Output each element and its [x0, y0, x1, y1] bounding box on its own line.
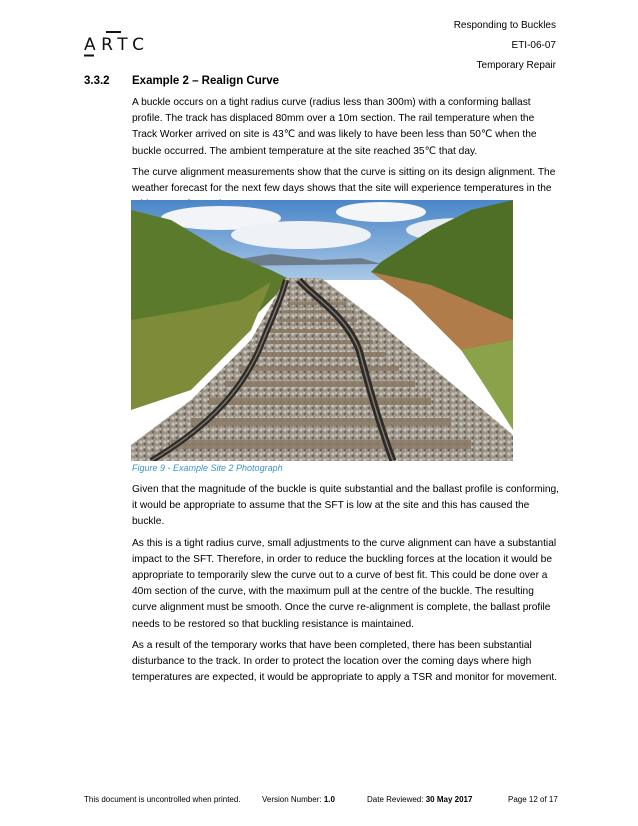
paragraph: As a result of the temporary works that have been completed, there has been substantial disturbance to the track. In order to protect the location over the coming days where high temperatures are expected, it would be appropriate to apply a TSR and monitor for movement.: [132, 639, 558, 684]
paragraph: The curve alignment measurements show that the curve is sitting on its design alignment. The weather forecast for the next few days shows that the site will experience temperatures in the: [132, 166, 556, 195]
footer-note: This document is uncontrolled when printed.: [84, 795, 241, 804]
site-photograph: [131, 200, 513, 461]
paragraph: As this is a tight radius curve, small adjustments to the curve alignment can have a substantial impact to the SFT. Therefore, in order to reduce the buckling forces at the location it would be appropriate to temporarily slew the curve out to a curve of best fit. This could be done over a 40m section of the curve, with the maximum pull at the centre of the buckle. The resulting curve alignment must be smooth. Once the curve re-alignment is complete, the ballast profile needs to be restored so that buckling resistance is maintained.: [132, 537, 557, 630]
railway-track-image: [131, 200, 513, 461]
section-number: 3.3.2: [84, 75, 110, 87]
footer-date: [367, 795, 472, 804]
date-value: 30 May 2017: [425, 795, 473, 804]
artc-logo: [84, 30, 154, 63]
body-text-top: [132, 95, 560, 213]
version-label: Version Number:: [262, 795, 322, 804]
paragraph: A buckle occurs on a tight radius curve (radius less than 300m) with a conforming ballast profile. The track has displaced 80mm over a 10m section. The rail temperature when the Track Worker arrived on site is 43℃ and was likely to have been less than 50℃ when the buckle occurred. The ambient temperature at the site reached 35℃ that day.: [132, 97, 537, 157]
artc-logo-text: ARTC: [84, 35, 150, 55]
document-code: ETI-06-07: [511, 40, 556, 51]
footer-version: [262, 795, 335, 804]
paragraph: Given that the magnitude of the buckle is quite substantial and the ballast profile is conforming, it would be appropriate to assume that the SFT is low at the site and this has caused the buckle.: [132, 484, 559, 528]
body-text-bottom: [132, 482, 560, 686]
version-value: 1.0: [323, 795, 335, 804]
date-label: Date Reviewed:: [367, 795, 424, 804]
section-title: Example 2 – Realign Curve: [132, 75, 280, 87]
document-subtitle: Temporary Repair: [476, 60, 556, 71]
document-title: Responding to Buckles: [453, 20, 556, 31]
figure-caption: Figure 9 - Example Site 2 Photograph: [132, 463, 283, 473]
artc-logo-mark: [84, 30, 154, 58]
page-number: Page 12 of 17: [508, 795, 558, 804]
